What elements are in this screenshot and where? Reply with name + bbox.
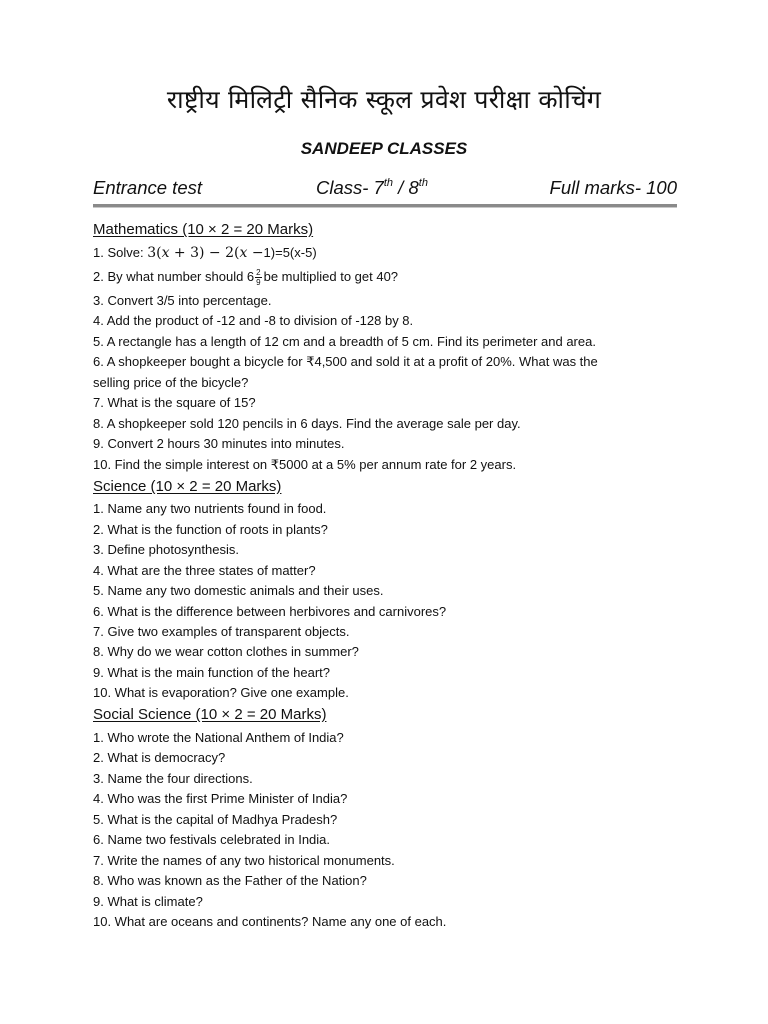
social-question-7: 7. Write the names of any two historical monuments. <box>93 853 395 868</box>
social-question-9: 9. What is climate? <box>93 894 203 909</box>
science-question-9: 9. What is the main function of the heart? <box>93 665 331 680</box>
math-question-7: 7. What is the square of 15? <box>93 395 256 410</box>
math-question-3: 3. Convert 3/5 into percentage. <box>93 293 272 308</box>
math-question-6: 6. A shopkeeper bought a bicycle for ₹4,500 and sold it at a profit of 20%. What was the <box>93 354 598 369</box>
math-q2-prefix: 2. By what number should 6 <box>93 268 255 284</box>
math-question-1 <box>93 245 317 261</box>
full-marks-label: Full marks- 100 <box>549 177 677 198</box>
social-question-8: 8. Who was known as the Father of the Nation? <box>93 873 367 888</box>
science-question-2: 2. What is the function of roots in plants? <box>93 522 328 537</box>
math-question-2 <box>93 268 398 287</box>
social-question-10: 10. What are oceans and continents? Name any one of each. <box>93 914 447 929</box>
math-question-10: 10. Find the simple interest on ₹5000 at a 5% per annum rate for 2 years. <box>93 457 517 472</box>
exam-info-row <box>93 174 677 204</box>
science-question-8: 8. Why do we wear cotton clothes in summer? <box>93 644 359 659</box>
math-question-9: 9. Convert 2 hours 30 minutes into minutes. <box>93 436 345 451</box>
science-question-10: 10. What is evaporation? Give one example. <box>93 685 349 700</box>
science-question-3: 3. Define photosynthesis. <box>93 542 239 557</box>
math-q1-equation: 3(𝑥 + 3) − 2(𝑥 − <box>147 245 264 261</box>
math-q1-prefix: 1. Solve: <box>93 245 148 260</box>
social-question-3: 3. Name the four directions. <box>93 771 253 786</box>
fraction-numerator: 2 <box>256 268 261 277</box>
science-question-7: 7. Give two examples of transparent objects. <box>93 624 350 639</box>
social-question-5: 5. What is the capital of Madhya Pradesh? <box>93 812 338 827</box>
math-question-6-continued: selling price of the bicycle? <box>93 375 249 390</box>
science-question-5: 5. Name any two domestic animals and their uses. <box>93 583 384 598</box>
hindi-title: राष्ट्रीय मिलिट्री सैनिक स्कूल प्रवेश परीक्षा कोचिंग <box>166 85 602 114</box>
class-sup-7: th <box>383 176 394 189</box>
science-section-heading: Science (10 × 2 = 20 Marks) <box>93 478 282 495</box>
entrance-test-label: Entrance test <box>93 177 203 198</box>
math-question-4: 4. Add the product of -12 and -8 to division of -128 by 8. <box>93 313 414 328</box>
fraction-denominator: 9 <box>256 278 261 287</box>
class-prefix: Class- 7 <box>316 177 384 198</box>
math-section-heading: Mathematics (10 × 2 = 20 Marks) <box>93 221 314 238</box>
math-q2-suffix: be multiplied to get 40? <box>263 268 399 284</box>
social-science-section-heading: Social Science (10 × 2 = 20 Marks) <box>93 706 327 723</box>
class-label <box>316 177 428 199</box>
math-q1-suffix: 1)=5(x-5) <box>263 245 317 260</box>
social-question-2: 2. What is democracy? <box>93 750 226 765</box>
science-question-4: 4. What are the three states of matter? <box>93 563 316 578</box>
science-question-6: 6. What is the difference between herbivores and carnivores? <box>93 604 447 619</box>
social-question-4: 4. Who was the first Prime Minister of India? <box>93 791 348 806</box>
math-question-5: 5. A rectangle has a length of 12 cm and a breadth of 5 cm. Find its perimeter and area. <box>93 334 596 349</box>
social-question-6: 6. Name two festivals celebrated in India. <box>93 832 331 847</box>
social-question-1: 1. Who wrote the National Anthem of India? <box>93 730 344 745</box>
header-divider <box>93 204 677 208</box>
brand-name: SANDEEP CLASSES <box>300 139 468 158</box>
class-mid: / 8 <box>393 177 419 198</box>
math-question-8: 8. A shopkeeper sold 120 pencils in 6 days. Find the average sale per day. <box>93 416 521 431</box>
science-question-1: 1. Name any two nutrients found in food. <box>93 501 327 516</box>
math-q2-fraction <box>255 268 261 287</box>
class-sup-8: th <box>418 176 428 189</box>
